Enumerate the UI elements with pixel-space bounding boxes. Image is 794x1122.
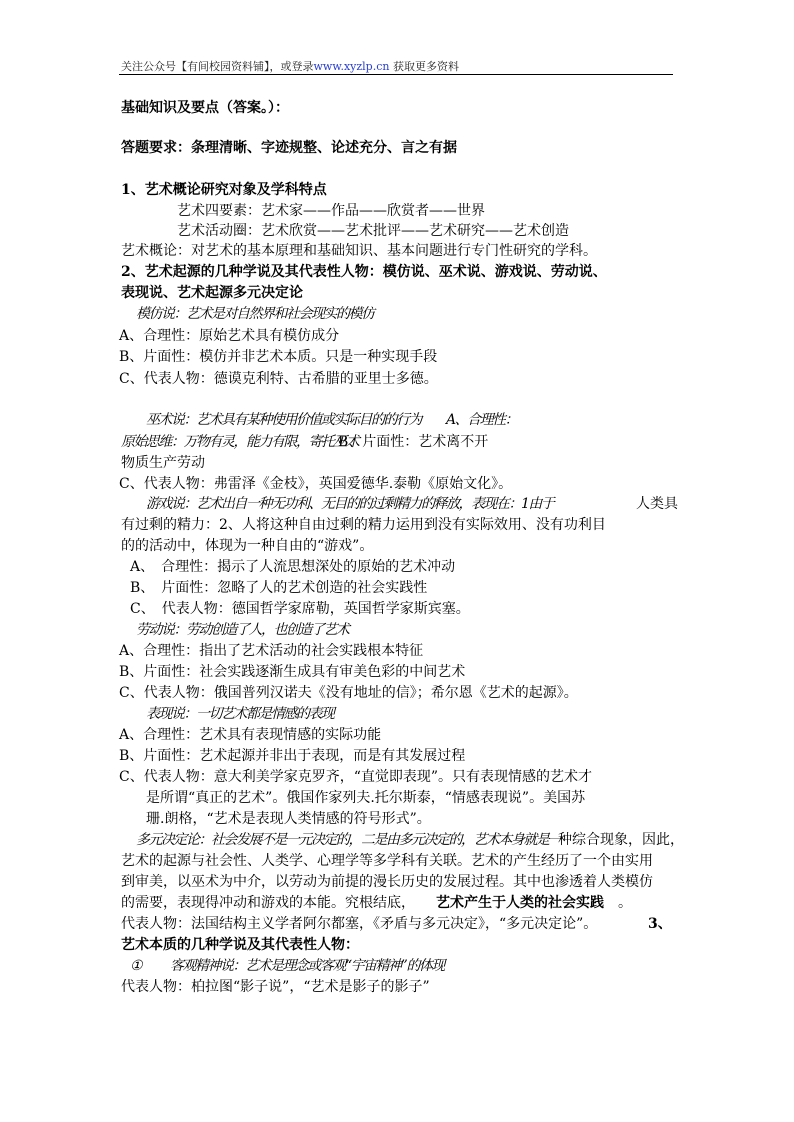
text-line: 物质生产劳动 <box>121 455 205 471</box>
theory-pluralism: 多元决定论：社会发展不是一元决定的，二是由多元决定的，艺术本身就是一 <box>136 832 561 848</box>
list-marker: ① <box>130 958 142 974</box>
heading-2-cont: 表现说、艺术起源多元决定论 <box>121 285 303 301</box>
text-line: 艺术概论：对艺术的基本原理和基础知识、基本问题进行专门性研究的学科。 <box>121 243 597 259</box>
text-line: A、合理性：原始艺术具有模仿成分 <box>119 328 340 344</box>
text-line: A、合理性：指出了艺术活动的社会实践根本特征 <box>119 643 424 659</box>
text-line: 艺术活动圈：艺术欣赏——艺术批评——艺术研究——艺术创造 <box>177 223 569 239</box>
text-line: 人类具 <box>636 496 678 512</box>
text-line: 原始思维：万物有灵，能力有限，寄托巫术 <box>121 434 359 450</box>
theory-imitation: 模仿说：艺术是对自然界和社会现实的模仿 <box>136 306 374 322</box>
text-line: B、片面性：艺术离不开 <box>338 434 489 450</box>
heading-2: 2、艺术起源的几种学说及其代表性人物：模仿说、巫术说、游戏说、劳动说、 <box>121 264 607 280</box>
text-line: 珊.朗格，“艺术是表现人类情感的符号形式”。 <box>146 811 431 827</box>
emphasis-text: 艺术产生于人类的社会实践 <box>436 895 604 911</box>
text-line: C、 代表人物：德国哲学家席勒，英国哲学家斯宾塞。 <box>130 601 470 617</box>
text-line: 艺术的起源与社会性、人类学、心理学等多学科有关联。艺术的产生经历了一个由实用 <box>121 853 653 869</box>
text-line: 的需要，表现得冲动和游戏的本能。究根结底， <box>121 895 415 911</box>
text-line: A、合理性：艺术具有表现情感的实际功能 <box>119 727 382 743</box>
text-line: 是所谓“真正的艺术”。俄国作家列夫.托尔斯泰，“情感表现说”。美国苏 <box>146 790 586 806</box>
text-line: A、 合理性：揭示了人流思想深处的原始的艺术冲动 <box>130 559 456 575</box>
text-line: 种综合现象，因此， <box>558 832 684 848</box>
answer-requirements: 答题要求：条理清晰、字迹规整、论述充分、言之有据 <box>121 140 457 156</box>
text-line: 有过剩的精力：2、人将这种自由过剩的精力运用到没有实际效用、没有功利目 <box>121 517 606 533</box>
text-line: 艺术四要素：艺术家——作品——欣赏者——世界 <box>177 203 485 219</box>
theory-witchcraft: 巫术说：艺术具有某种使用价值或实际目的的行为 <box>146 412 421 428</box>
theory-play: 游戏说：艺术出自一种无功利、无目的的过剩精力的释放，表现在：1由于 <box>146 496 554 512</box>
header-divider <box>119 74 673 75</box>
theory-expression: 表现说：一切艺术都是情感的表现 <box>146 706 334 722</box>
text-line: B、 片面性：忽略了人的艺术创造的社会实践性 <box>130 580 428 596</box>
text-line: C、代表人物：俄国普列汉诺夫《没有地址的信》；希尔恩《艺术的起源》。 <box>119 685 578 701</box>
text-line: B、片面性：艺术起源并非出于表现，而是有其发展过程 <box>119 748 466 764</box>
page-header <box>121 58 459 74</box>
text-line: B、片面性：社会实践逐渐生成具有审美色彩的中间艺术 <box>119 664 466 680</box>
text-line: A、合理性： <box>446 412 518 428</box>
text-line: 代表人物：柏拉图“影子说”，“艺术是影子的影子” <box>121 979 430 995</box>
heading-3-number: 3、 <box>648 916 672 932</box>
text-line: 代表人物：法国结构主义学者阿尔都塞，《矛盾与多元决定》，“多元决定论”。 <box>121 916 598 932</box>
text-line: 到审美，以巫术为中介，以劳动为前提的漫长历史的发展过程。其中也渗透着人类模仿 <box>121 874 653 890</box>
text-line: C、代表人物：德谟克利特、古希腊的亚里士多德。 <box>119 371 438 387</box>
text-line: C、代表人物：弗雷泽《金枝》，英国爱德华.泰勒《原始文化》。 <box>119 476 513 492</box>
heading-3: 艺术本质的几种学说及其代表性人物： <box>121 937 359 953</box>
header-text-end: 获取更多资料 <box>389 60 459 73</box>
theory-objective-spirit: 客观精神说：艺术是理念或客观“宇宙精神”的体现 <box>170 958 444 974</box>
section-title: 基础知识及要点（答案。）： <box>121 100 289 116</box>
text-line: 。 <box>618 895 632 911</box>
theory-labor: 劳动说：劳动创造了人，也创造了艺术 <box>136 622 349 638</box>
text-line: C、代表人物：意大利美学家克罗齐，“直觉即表现”。只有表现情感的艺术才 <box>119 769 593 785</box>
header-text: 关注公众号【有间校园资料铺】，或登录 <box>121 60 314 73</box>
text-line: 的的活动中，体现为一种自由的“游戏”。 <box>121 538 374 554</box>
header-link[interactable]: www.xyzlp.cn <box>313 60 390 73</box>
heading-1: 1、艺术概论研究对象及学科特点 <box>121 182 327 198</box>
text-line: B、片面性：模仿并非艺术本质。只是一种实现手段 <box>119 349 438 365</box>
